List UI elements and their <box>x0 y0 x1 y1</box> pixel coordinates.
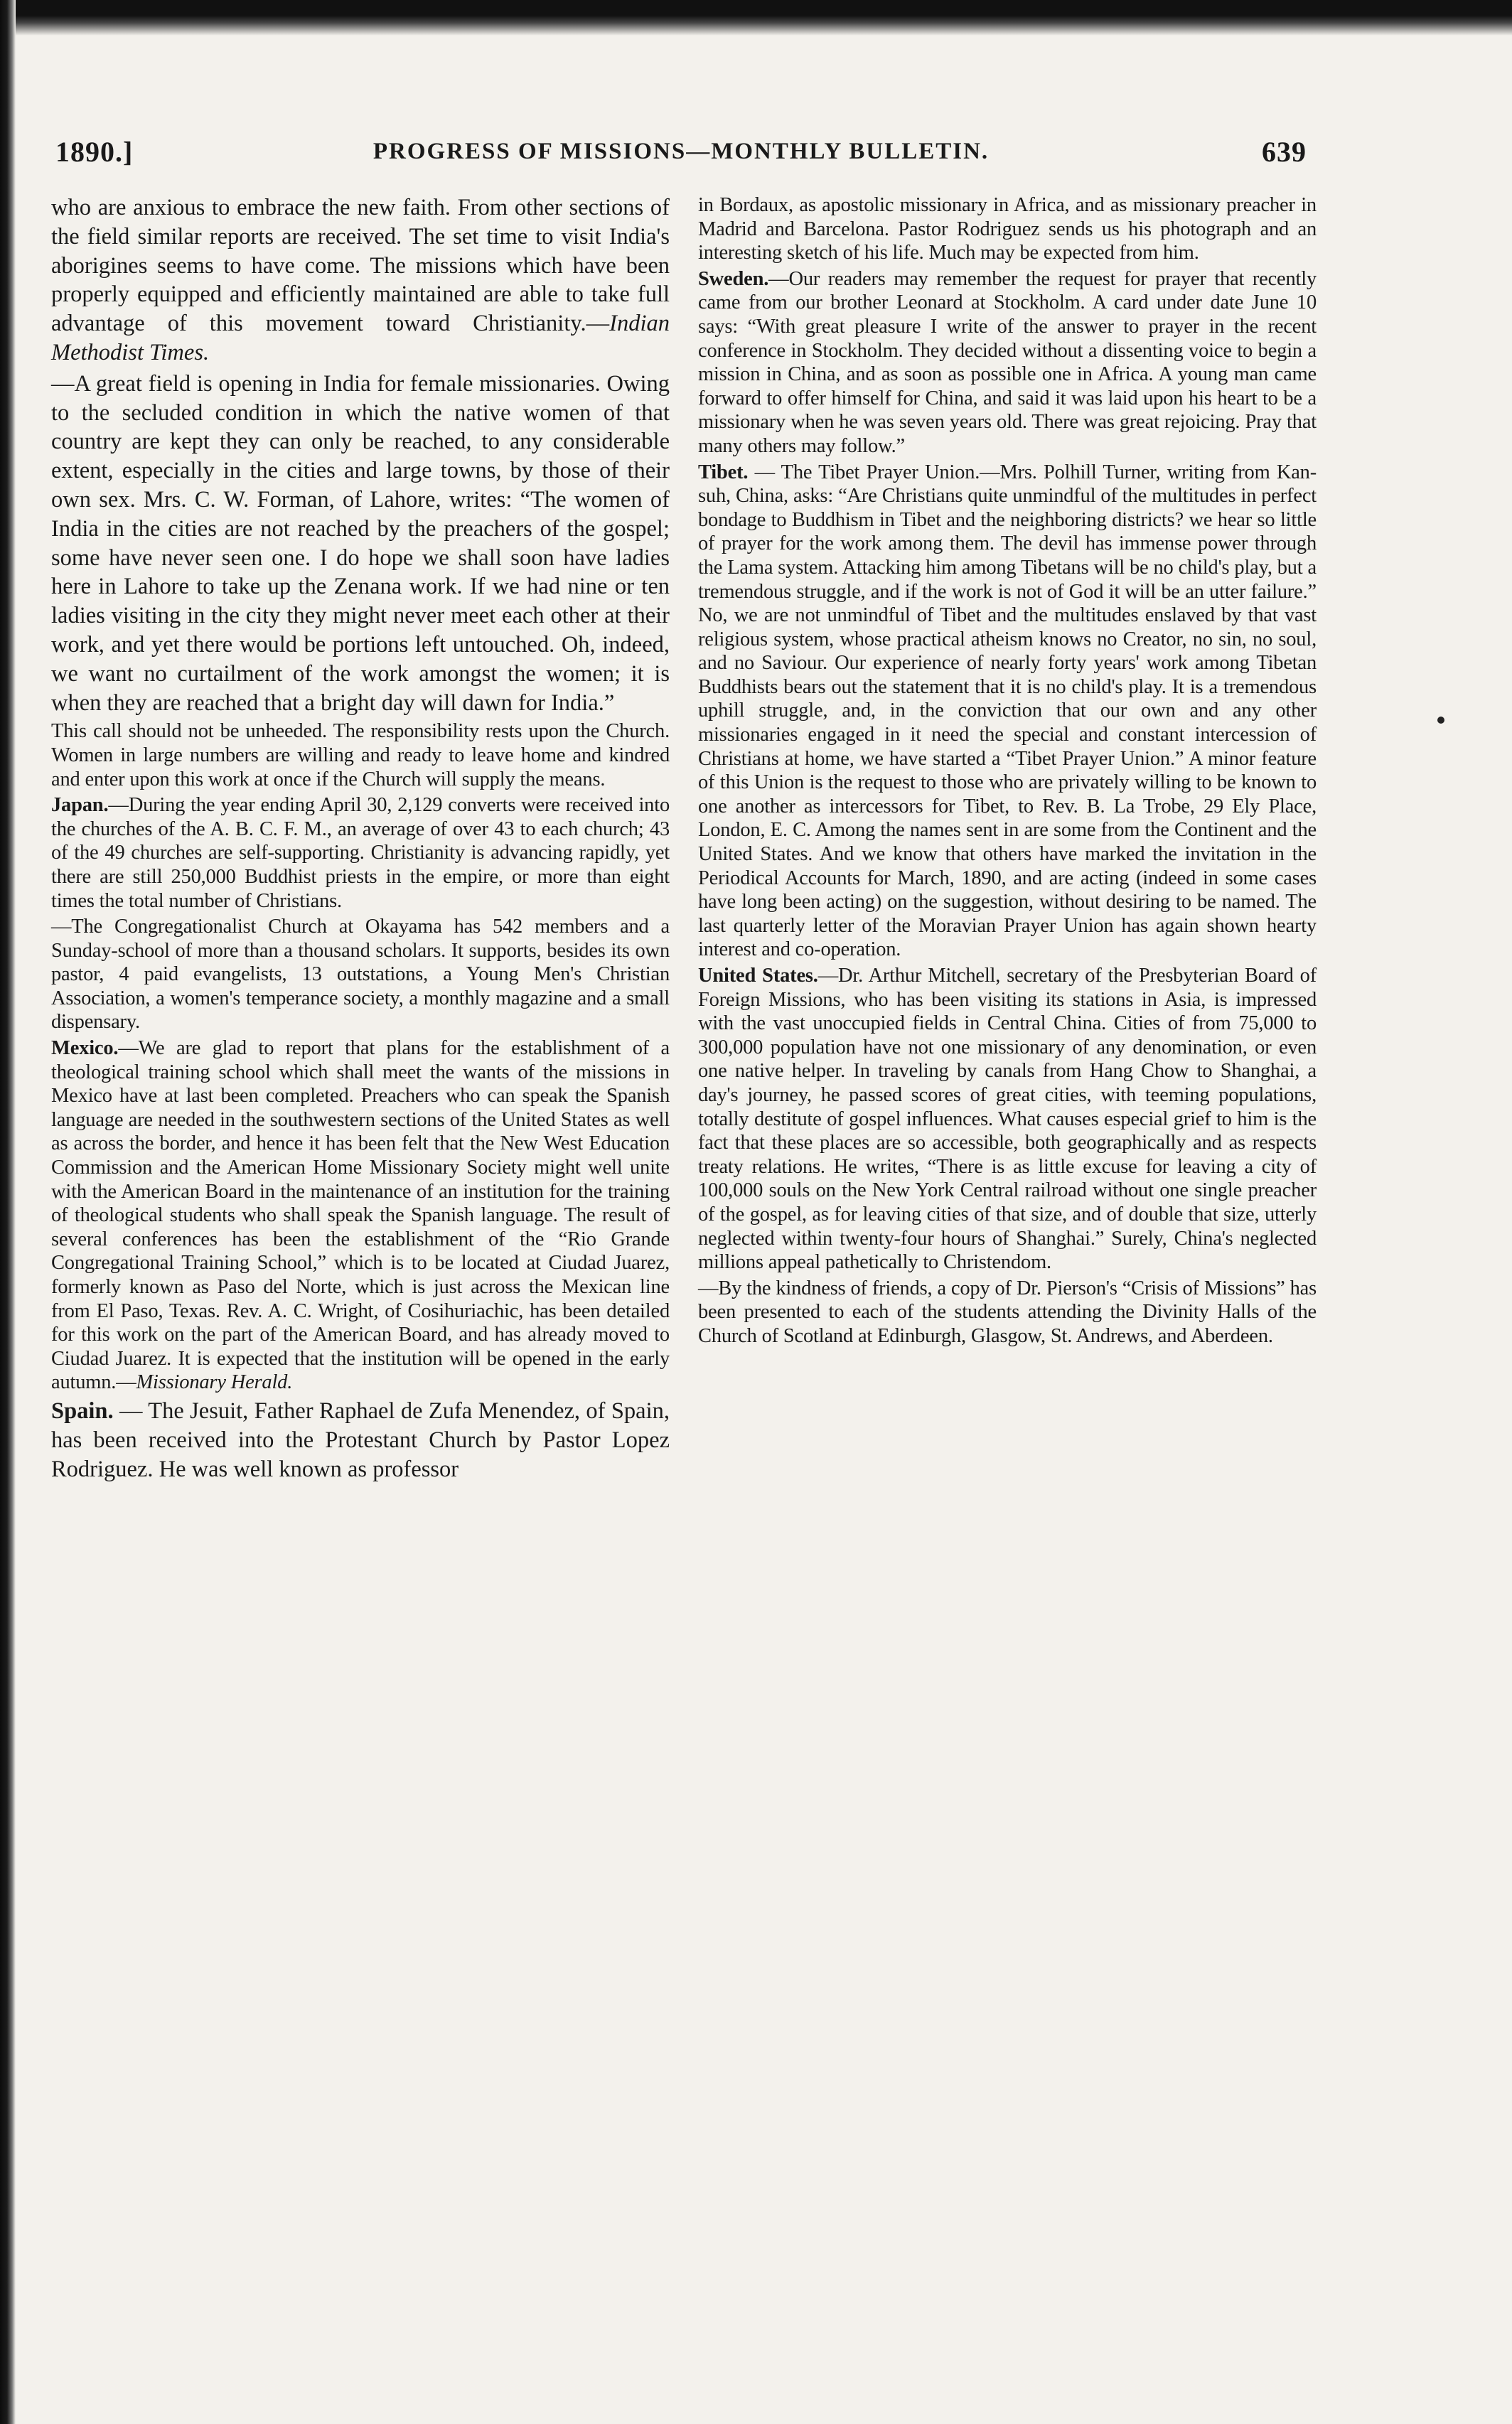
paragraph: —The Congregationalist Church at Okayama has 542 members and a Sunday-school of more than a thousand scholars. It supports, besides its own pastor, 4 paid evangelists, 13 outstations, a Young Men's Christian Association, a women's temperance society, a monthly magazine and a small dispensary. <box>51 916 670 1034</box>
scan-left-edge <box>0 0 16 2424</box>
right-column <box>698 193 1317 1351</box>
paragraph-united-states: United States.—Dr. Arthur Mitchell, secretary of the Presbyterian Board of Foreign Missions, who has been visiting its stations in Asia, is impressed with the vast unoccupied fields in Central China. Cities of from 75,000 to 300,000 population have not one missionary of any denomination, or even one native helper. In traveling by canals from Hang Chow to Shanghai, a day's journey, he passed scores of great cities, with teeming populations, totally destitute of gospel influences. What causes especial grief to him is the fact that these places are so accessible, both geographically and as respects treaty relations. He writes, “There is as little excuse for leaving a city of 100,000 souls on the New York Central railroad without one single preacher of the gospel, as for leaving cities of that size, and of double that size, utterly neglected within twenty-four hours of Shanghai.” Surely, China's neglected millions appeal pathetically to Christendom. <box>698 965 1317 1274</box>
section-lead: Mexico. <box>51 1037 119 1060</box>
paragraph: in Bordaux, as apostolic missionary in Africa, and as missionary preacher in Madrid and Barcelona. Pastor Rodriguez sends us his photograph and an interesting sketch of his life. Much may be expected from him. <box>698 194 1317 264</box>
page-number: 639 <box>1262 136 1307 168</box>
left-column <box>51 193 670 1486</box>
header-year: 1890.] <box>55 136 134 168</box>
running-header <box>55 135 1307 178</box>
paragraph-sweden: Sweden.—Our readers may remember the request for prayer that recently came from our brother Leonard at Stockholm. A card under date June 10 says: “With great pleasure I write of the answer to prayer in the recent conference in Stockholm. They decided without a dissenting voice to begin a mission in China, and as soon as possible one in Africa. A young man came forward to offer himself for China, and said it was laid upon his heart to be a missionary when he was seven years old. There was great rejoicing. Pray that many others may follow.” <box>698 267 1317 457</box>
margin-dot <box>1437 717 1444 724</box>
paragraph-japan: Japan.—During the year ending April 30, 2,129 converts were received into the churches of the A. B. C. F. M., an average of over 43 to each church; 43 of the 49 churches are self-supporting. Christianity is advancing rapidly, yet there are still 250,000 Buddhist priests in the empire, or more than eight times the total number of Christians. <box>51 794 670 912</box>
section-lead: Japan. <box>51 794 109 817</box>
paragraph: —A great field is opening in India for female missionaries. Owing to the secluded condition in which the native women of that country are kept they can only be reached, to any considerable extent, especially in the cities and large towns, by those of their own sex. Mrs. C. W. Forman, of Lahore, writes: “The women of India in the cities are not reached by the preachers of the gospel; some have never seen one. I do hope we shall soon have ladies here in Lahore to take up the Zenana work. If we had nine or ten ladies visiting in the city they might never meet each other at their work, and yet there would be portions left untouched. Oh, indeed, we want no curtailment of the work amongst the women; it is when they are reached that a bright day will dawn for India.” <box>51 370 670 716</box>
paragraph-spain: Spain. — The Jesuit, Father Raphael de Zufa Menendez, of Spain, has been received into the Protestant Church by Pastor Lopez Rodriguez. He was well known as professor <box>51 1398 670 1482</box>
paragraph-tibet: Tibet. — The Tibet Prayer Union.—Mrs. Polhill Turner, writing from Kan-suh, China, asks: “Are Christians quite unmindful of the multitudes in perfect bondage to Buddhism in Tibet and the neighboring districts? we hear so little of prayer for the work among them. The devil has immense power through the Lama system. Attacking him among Tibetans will be no child's play, but a tremendous struggle, and if the work is not of God it will be an utter failure.” No, we are not unmindful of Tibet and the multitudes enslaved by that vast religious system, whose practical atheism knows no Creator, no sin, no soul, and no Saviour. Our experience of nearly forty years' work among Tibetan Buddhists bears out the statement that it is no child's play. It is a tremendous uphill struggle, and, in the conviction that our own and any other missionaries engaged in it need the special and constant intercession of Christians at home, we have started a “Tibet Prayer Union.” A minor feature of this Union is the request to those who are privately willing to be known to one another as intercessors for Tibet, to Rev. B. La Trobe, 29 Ely Place, London, E. C. Among the names sent in are some from the Continent and the United States. And we know that others have marked the invitation in the Periodical Accounts for March, 1890, and are acting (indeed in some cases have long been acting) on the suggestion, without desiring to be named. The last quarterly letter of the Moravian Prayer Union has again shown hearty interest and co-operation. <box>698 461 1317 961</box>
paragraph: This call should not be unheeded. The responsibility rests upon the Church. Women in large numbers are willing and ready to leave home and kindred and enter upon this work at once if the Church will supply the means. <box>51 720 670 790</box>
section-lead: Spain. <box>51 1398 114 1424</box>
scan-top-edge <box>0 0 1512 36</box>
section-lead: United States. <box>698 965 818 987</box>
paragraph: —By the kindness of friends, a copy of Dr. Pierson's “Crisis of Missions” has been presented to each of the students attending the Divinity Halls of the Church of Scotland at Edinburgh, Glasgow, St. Andrews, and Aberdeen. <box>698 1277 1317 1347</box>
source-citation: Indian Methodist Times. <box>51 311 670 365</box>
section-lead: Tibet. <box>698 461 749 483</box>
section-lead: Sweden. <box>698 267 769 290</box>
paragraph: who are anxious to embrace the new faith. From other sections of the field similar reports are received. The set time to visit India's aborigines seems to have come. The missions which have been properly equipped and efficiently maintained are able to take full advantage of this movement toward Christianity.—Indian Methodist Times. <box>51 195 670 365</box>
header-title: PROGRESS OF MISSIONS—MONTHLY BULLETIN. <box>372 139 990 164</box>
source-citation: Missionary Herald. <box>136 1371 293 1394</box>
paragraph-mexico: Mexico.—We are glad to report that plans for the establishment of a theological training school which shall meet the wants of the missions in Mexico have at last been completed. Preachers who can speak the Spanish language are needed in the southwestern sections of the United States as well as across the border, and hence it has been felt that the New West Education Commission and the American Home Missionary Society might well unite with the American Board in the maintenance of an institution for the training of theological students who shall speak the Spanish language. The result of several conferences has been the establishment of the “Rio Grande Congregational Training School,” which is to be located at Ciudad Juarez, formerly known as Paso del Norte, which is just across the Mexican line from El Paso, Texas. Rev. A. C. Wright, of Cosihuriachic, has been detailed for this work on the part of the American Board, and has already moved to Ciudad Juarez. It is expected that the institution will be opened in the early autumn.—Missionary Herald. <box>51 1037 670 1394</box>
